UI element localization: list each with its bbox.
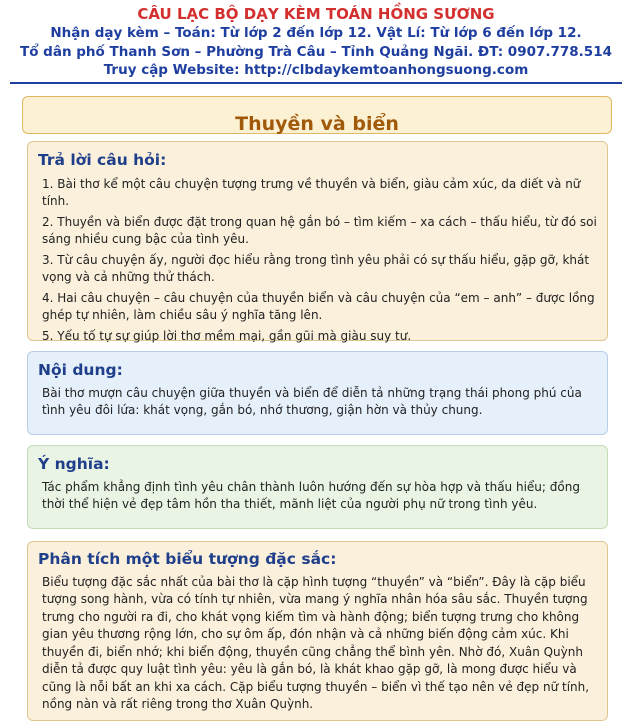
answer-item: 2. Thuyền và biển được đặt trong quan hệ gắn bó – tìm kiếm – xa cách – thấu hiểu, từ đó soi sáng nhiều cung bậc của tình yêu.	[42, 214, 597, 246]
content-text: Bài thơ mượn câu chuyện giữa thuyền và biển để diễn tả những trạng thái phong phú của tình yêu đôi lứa: khát vọng, gắn bó, nhớ thương, giận hờn và thủy chung.	[42, 385, 582, 417]
analysis-text: Biểu tượng đặc sắc nhất của bài thơ là cặp hình tượng “thuyền” và “biển”. Đây là cặp biểu tượng song hành, vừa có tính tự nhiên, vừa mang ý nghĩa nhân hóa sâu sắc. Thuyền tượng trưng cho người ra đi, cho khát vọng kiếm tìm và hành động; biển tượng trưng cho không gian yêu thương rộng lớn, cho sự ôm ấp, đón nhận và cả những biến động cảm xúc. Khi thuyền đi, biển nhớ; khi biển động, thuyền cũng chẳng thể bình yên. Nhờ đó, Xuân Quỳnh diễn tả được quy luật tình yêu: yêu là gắn bó, là khát khao gặp gỡ, là mong được hiểu và cũng là nỗi bất an khi xa cách. Cặp biểu tượng thuyền – biển vì thế tạo nên vẻ đẹp nữ tính, nồng nàn và rất riêng trong thơ Xuân Quỳnh.	[42, 574, 590, 711]
analysis-heading: Phân tích một biểu tượng đặc sắc:	[38, 549, 337, 568]
lesson-title: Thuyền và biển	[235, 112, 399, 135]
header-website: Truy cập Website: http://clbdaykemtoanhongsuong.com	[103, 62, 529, 78]
analysis-section	[27, 541, 608, 721]
answers-heading: Trả lời câu hỏi:	[38, 150, 167, 169]
lesson-title-box	[22, 96, 612, 134]
content-section	[27, 351, 608, 435]
answers-section	[27, 141, 608, 341]
answer-item: 5. Yếu tố tự sự giúp lời thơ mềm mại, gần gũi mà giàu suy tư.	[42, 328, 412, 343]
page-header	[0, 0, 632, 84]
meaning-text: Tác phẩm khẳng định tình yêu chân thành luôn hướng đến sự hòa hợp và thấu hiểu; đồng thời thể hiện vẻ đẹp tâm hồn tha thiết, mãnh liệt của người phụ nữ trong tình yêu.	[42, 479, 580, 511]
answer-item: 4. Hai câu chuyện – câu chuyện của thuyền biển và câu chuyện của “em – anh” – được lồng ghép tự nhiên, làm chiều sâu ý nghĩa tăng lên.	[42, 290, 595, 322]
content-heading: Nội dung:	[38, 360, 123, 379]
meaning-section	[27, 445, 608, 529]
header-services: Nhận dạy kèm – Toán: Từ lớp 2 đến lớp 12. Vật Lí: Từ lớp 6 đến lớp 12.	[50, 25, 582, 41]
meaning-heading: Ý nghĩa:	[38, 454, 110, 473]
answer-item: 3. Từ câu chuyện ấy, người đọc hiểu rằng trong tình yêu phải có sự thấu hiểu, gặp gỡ, khát vọng và cả những thử thách.	[42, 252, 590, 284]
club-name: CÂU LẠC BỘ DẠY KÈM TOÁN HỒNG SƯƠNG	[137, 5, 495, 23]
header-divider	[10, 82, 622, 84]
header-address: Tổ dân phố Thanh Sơn – Phường Trà Câu – Tỉnh Quảng Ngãi. ĐT: 0907.778.514	[20, 43, 612, 60]
answers-list	[38, 176, 597, 346]
answer-item: 1. Bài thơ kể một câu chuyện tượng trưng về thuyền và biển, giàu cảm xúc, da diết và nữ tính.	[42, 176, 581, 208]
